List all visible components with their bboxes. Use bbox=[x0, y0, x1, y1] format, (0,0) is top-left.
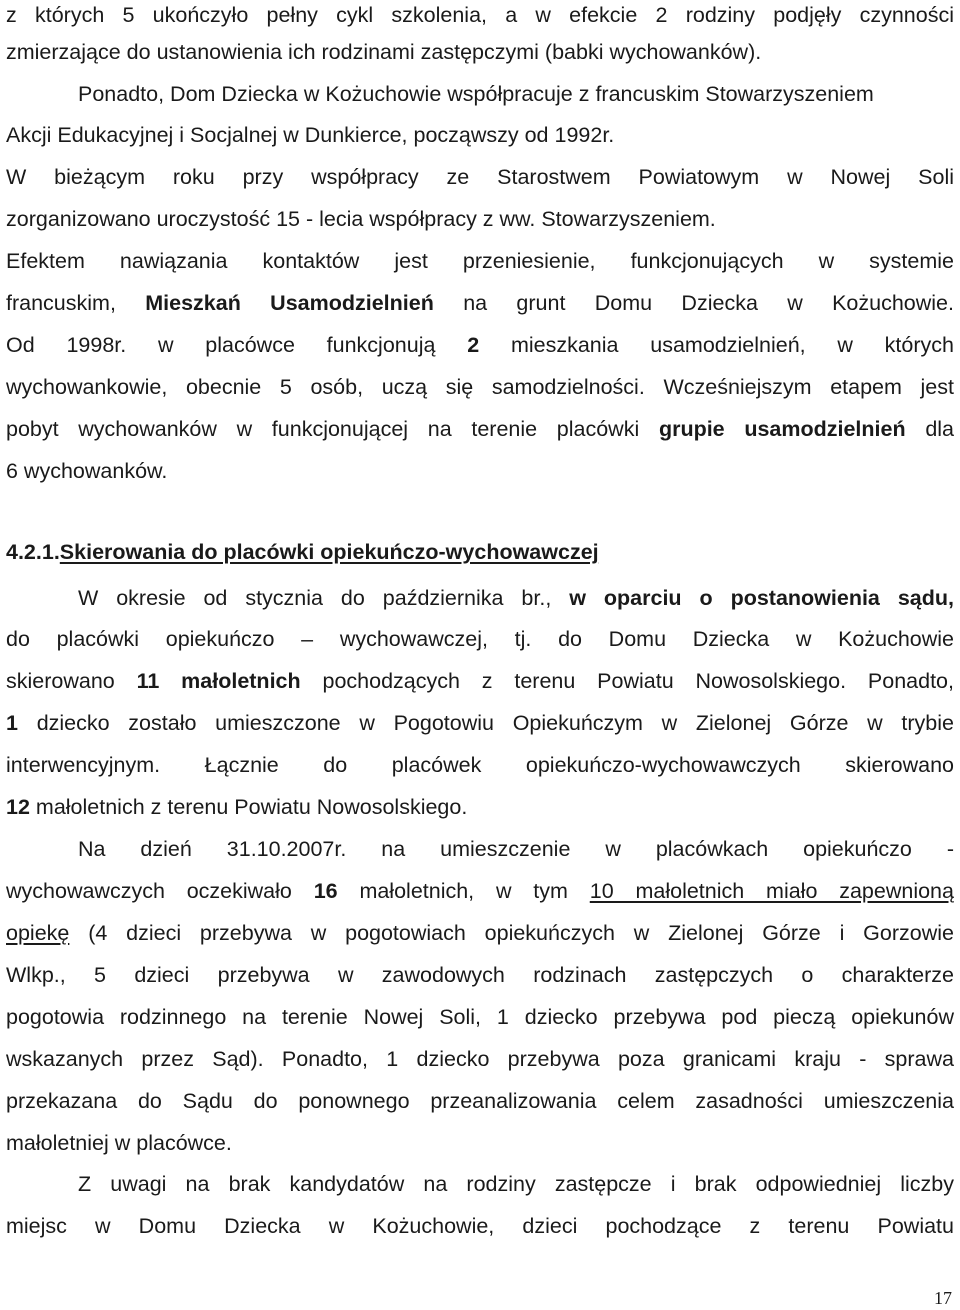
text-line: 6 wychowanków. bbox=[6, 459, 168, 483]
bold-number: 2 bbox=[467, 333, 480, 357]
underlined-phrase: opiekę bbox=[6, 921, 70, 945]
text-line: Ponadto, Dom Dziecka w Kożuchowie współpracuje z francuskim Stowarzyszeniem bbox=[78, 82, 874, 106]
section-heading bbox=[6, 537, 599, 567]
text-line: zmierzające do ustanowienia ich rodzinami zastępczymi (babki wychowanków). bbox=[6, 40, 762, 64]
text-line: skierowano 11 małoletnich pochodzących z terenu Powiatu Nowosolskiego. Ponadto, bbox=[6, 669, 954, 693]
text-line: miejsc w Domu Dziecka w Kożuchowie, dzieci pochodzące z terenu Powiatu bbox=[6, 1214, 954, 1238]
bold-number: 12 bbox=[6, 795, 30, 819]
text-line: Na dzień 31.10.2007r. na umieszczenie w placówkach opiekuńczo - bbox=[78, 837, 954, 861]
bold-number: 16 bbox=[313, 879, 338, 903]
text-line: Efektem nawiązania kontaktów jest przeniesienie, funkcjonujących w systemie bbox=[6, 249, 954, 273]
text-line: W okresie od stycznia do października br., w oparciu o postanowienia sądu, bbox=[78, 586, 954, 610]
text-line: Akcji Edukacyjnej i Socjalnej w Dunkierce, począwszy od 1992r. bbox=[6, 123, 615, 147]
text-line: Wlkp., 5 dzieci przebywa w zawodowych rodzinach zastępczych o charakterze bbox=[6, 963, 954, 987]
text-line: do placówki opiekuńczo – wychowawczej, tj. do Domu Dziecka w Kożuchowie bbox=[6, 627, 954, 651]
bold-number: 1 bbox=[6, 711, 18, 735]
text-line: pogotowia rodzinnego na terenie Nowej Soli, 1 dziecko przebywa pod pieczą opiekunów bbox=[6, 1005, 954, 1029]
bold-term: Mieszkań Usamodzielnień bbox=[145, 291, 434, 315]
section-title: Skierowania do placówki opiekuńczo-wychowawczej bbox=[59, 540, 599, 564]
text-line: z których 5 ukończyło pełny cykl szkolenia, a w efekcie 2 rodziny podjęły czynności bbox=[6, 3, 954, 27]
text-line: zorganizowano uroczystość 15 - lecia współpracy z ww. Stowarzyszeniem. bbox=[6, 207, 716, 231]
text-line: wychowankowie, obecnie 5 osób, uczą się samodzielności. Wcześniejszym etapem jest bbox=[6, 375, 954, 399]
text-line: W bieżącym roku przy współpracy ze Starostwem Powiatowym w Nowej Soli bbox=[6, 165, 954, 189]
text-line: francuskim, Mieszkań Usamodzielnień na grunt Domu Dziecka w Kożuchowie. bbox=[6, 291, 954, 315]
section-number: 4.2.1. bbox=[6, 540, 60, 564]
text-line: Z uwagi na brak kandydatów na rodziny zastępcze i brak odpowiedniej liczby bbox=[78, 1172, 954, 1196]
text-line: pobyt wychowanków w funkcjonującej na terenie placówki grupie usamodzielnień dla bbox=[6, 417, 955, 441]
bold-phrase: w oparciu o postanowienia sądu, bbox=[569, 586, 954, 610]
underlined-phrase: 10 małoletnich miało zapewnioną bbox=[589, 879, 954, 903]
text-line: wychowawczych oczekiwało 16 małoletnich, w tym 10 małoletnich miało zapewnioną bbox=[6, 879, 954, 903]
text-line: przekazana do Sądu do ponownego przeanalizowania celem zasadności umieszczenia bbox=[6, 1089, 954, 1113]
text-line: 12 małoletnich z terenu Powiatu Nowosolskiego. bbox=[6, 795, 468, 819]
bold-term: grupie usamodzielnień bbox=[658, 417, 906, 441]
text-line: Od 1998r. w placówce funkcjonują 2 mieszkania usamodzielnień, w których bbox=[6, 333, 954, 357]
text-line: małoletniej w placówce. bbox=[6, 1131, 232, 1155]
text-line: interwencyjnym. Łącznie do placówek opiekuńczo-wychowawczych skierowano bbox=[6, 753, 954, 777]
text-line: wskazanych przez Sąd). Ponadto, 1 dziecko przebywa poza granicami kraju - sprawa bbox=[6, 1047, 954, 1071]
page-number: 17 bbox=[934, 1288, 952, 1308]
bold-phrase: 11 małoletnich bbox=[136, 669, 301, 693]
text-line: 1 dziecko zostało umieszczone w Pogotowiu Opiekuńczym w Zielonej Górze w trybie bbox=[6, 711, 954, 735]
text-line: opiekę (4 dzieci przebywa w pogotowiach opiekuńczych w Zielonej Górze i Gorzowie bbox=[6, 921, 954, 945]
